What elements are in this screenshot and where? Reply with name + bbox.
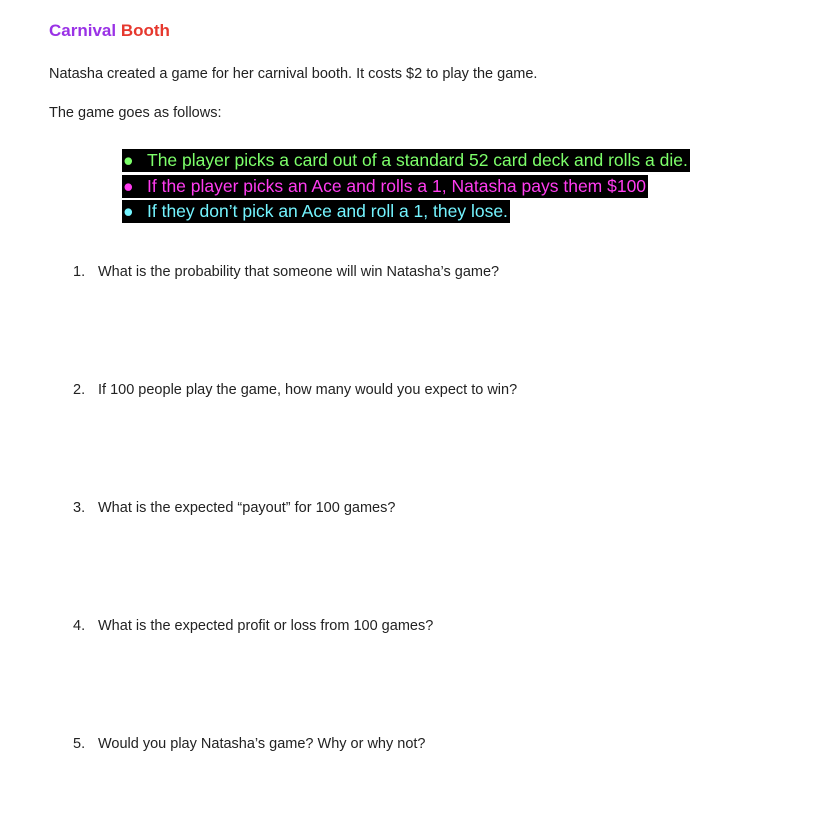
- rule-text: The player picks a card out of a standard 52 card deck and rolls a die.: [147, 150, 688, 170]
- question-number: 5.: [73, 736, 86, 752]
- question-text: If 100 people play the game, how many would you expect to win?: [98, 382, 518, 398]
- question-text: What is the expected “payout” for 100 games?: [98, 500, 396, 516]
- rule-highlight: [122, 149, 690, 172]
- title-word-booth: Booth: [120, 21, 170, 40]
- question-number: 4.: [73, 618, 86, 634]
- rule-text: If the player picks an Ace and rolls a 1, Natasha pays them $100: [147, 175, 647, 196]
- rule-highlight: [122, 175, 648, 198]
- question-item: [73, 618, 433, 634]
- question-text: What is the expected profit or loss from 100 games?: [98, 618, 434, 634]
- question-text: Would you play Natasha’s game? Why or why not?: [98, 736, 426, 752]
- question-number: 3.: [73, 500, 86, 516]
- rule-item: [122, 148, 690, 174]
- question-item: [73, 382, 517, 398]
- game-rules-list: [122, 148, 690, 225]
- bullet-icon: ●: [123, 150, 134, 170]
- question-number: 2.: [73, 382, 86, 398]
- question-item: [73, 500, 395, 516]
- title-word-carnival: Carnival: [49, 21, 117, 40]
- rule-item: [122, 174, 690, 200]
- rule-highlight: [122, 200, 510, 223]
- bullet-icon: ●: [123, 175, 134, 196]
- lead-paragraph: The game goes as follows:: [49, 105, 222, 121]
- bullet-icon: ●: [123, 201, 134, 221]
- question-number: 1.: [73, 264, 86, 280]
- rule-item: [122, 199, 690, 225]
- question-text: What is the probability that someone will win Natasha’s game?: [98, 264, 500, 280]
- page-title: [49, 21, 170, 41]
- intro-paragraph: Natasha created a game for her carnival booth. It costs $2 to play the game.: [49, 66, 538, 82]
- question-item: [73, 736, 426, 752]
- rule-text: If they don’t pick an Ace and roll a 1, they lose.: [147, 201, 508, 221]
- question-item: [73, 264, 499, 280]
